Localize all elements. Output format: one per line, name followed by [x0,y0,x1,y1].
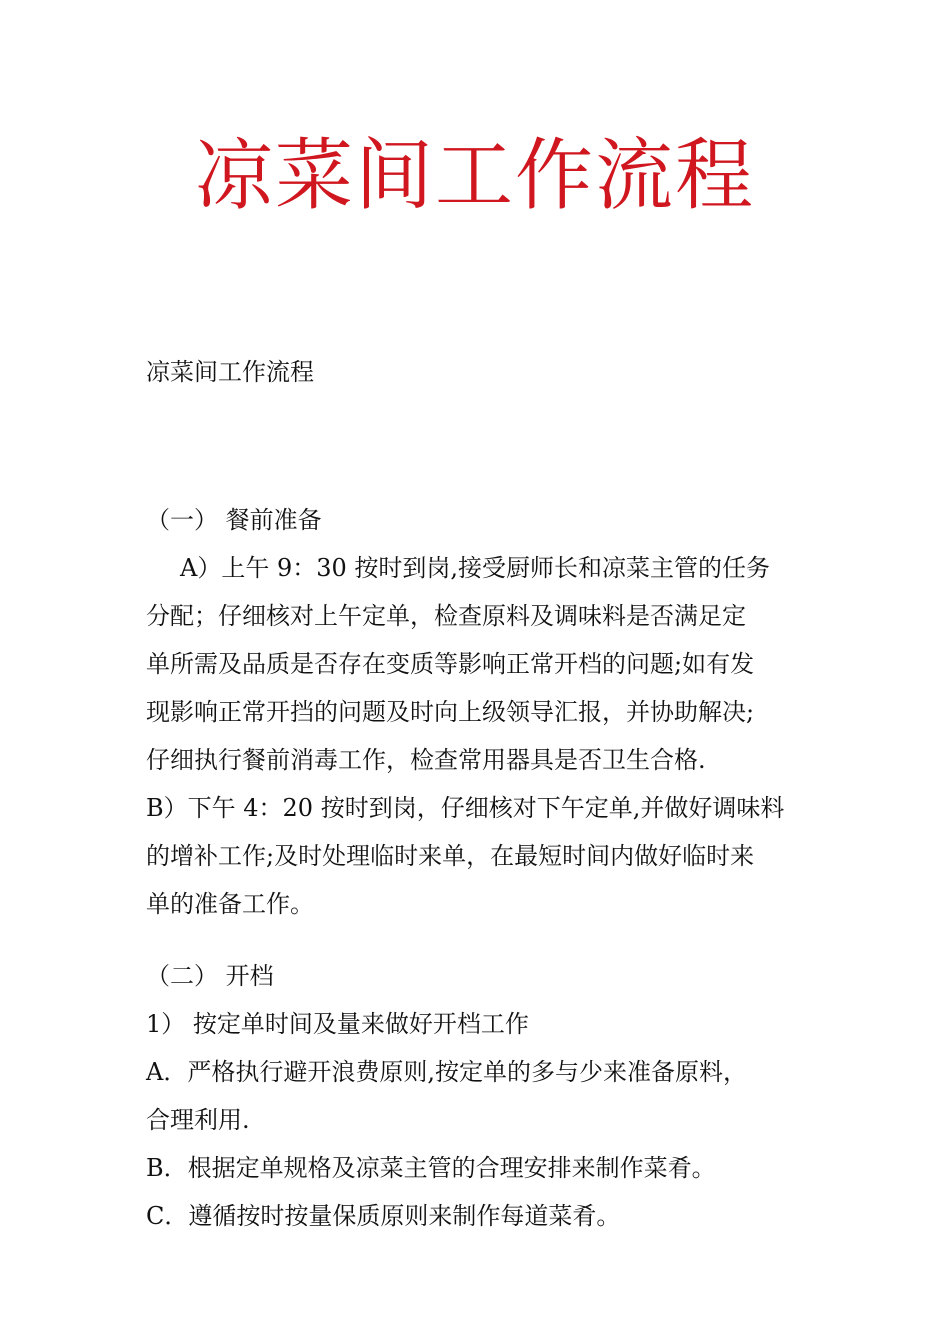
list-item: A．严格执行避开浪费原则,按定单的多与少来准备原料， [146,1058,747,1086]
paragraph-line: 的增补工作;及时处理临时来单，在最短时间内做好临时来 [146,842,755,870]
paragraph-line: 分配；仔细核对上午定单，检查原料及调味料是否满足定 [146,602,746,630]
spacer [146,396,826,496]
section-heading-open: （二） 开档 [146,962,274,990]
paragraph-line: 仔细执行餐前消毒工作，检查常用器具是否卫生合格. [146,746,706,774]
section-heading-prep: （一） 餐前准备 [146,506,322,534]
document-subtitle: 凉菜间工作流程 [146,358,314,386]
document-body [146,348,826,1240]
paragraph-line: A）上午 9：30 按时到岗,接受厨师长和凉菜主管的任务 [180,554,771,582]
paragraph-line: 单的准备工作。 [146,890,314,918]
document-title: 凉菜间工作流程 [194,131,755,221]
list-item: 1） 按定单时间及量来做好开档工作 [146,1010,529,1038]
list-item: 合理利用. [146,1106,250,1134]
paragraph-line: 单所需及品质是否存在变质等影响正常开档的问题;如有发 [146,650,755,678]
paragraph-line: 现影响正常开挡的问题及时向上级领导汇报，并协助解决; [146,698,755,726]
list-item: B．根据定单规格及凉菜主管的合理安排来制作菜肴。 [146,1154,716,1182]
list-item: C．遵循按时按量保质原则来制作每道菜肴。 [146,1202,621,1230]
spacer [146,928,826,952]
paragraph-line: B）下午 4：20 按时到岗，仔细核对下午定单,并做好调味料 [146,794,785,822]
